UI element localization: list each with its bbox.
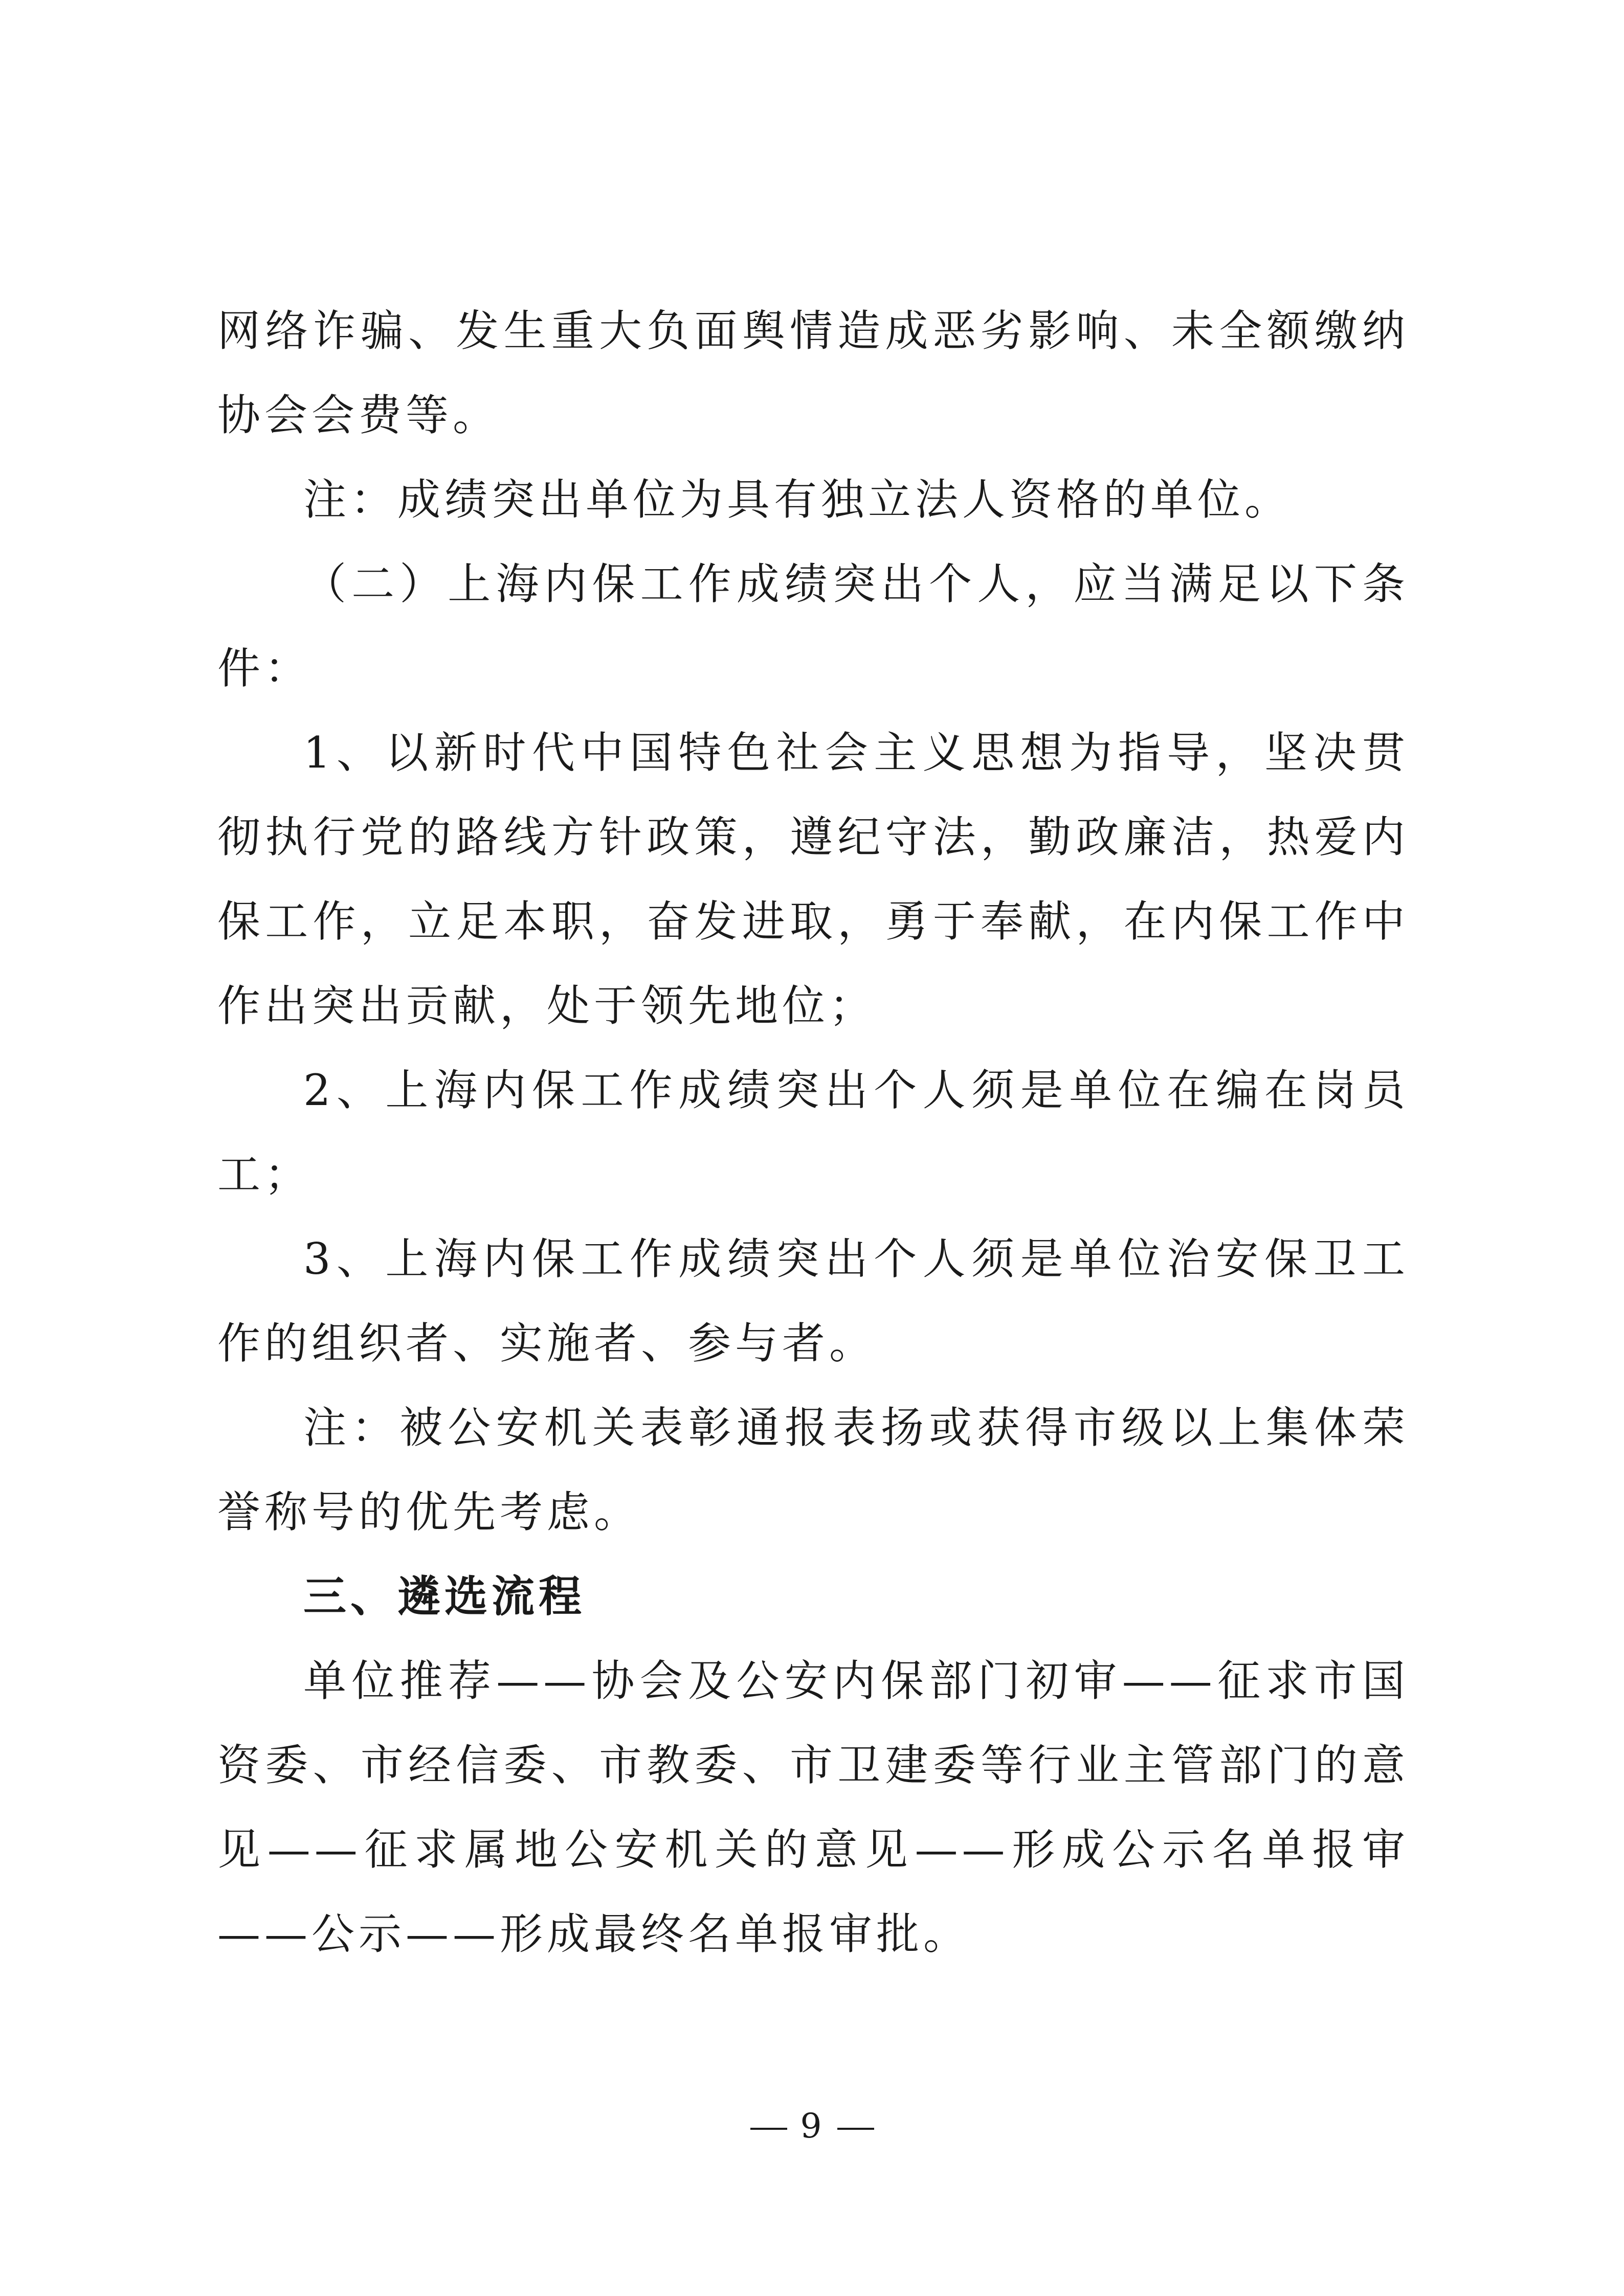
unit-note: 注：成绩突出单位为具有独立法人资格的单位。 <box>303 475 1292 525</box>
selection-process-text: 单位推荐——协会及公安内保部门初审——征求市国资委、市经信委、市教委、市卫建委等行业主管部门的意见——征求属地公安机关的意见——形成公示名单报审——公示——形成最终名单报审批。 <box>217 1656 1409 1959</box>
criteria-item-1: 1、以新时代中国特色社会主义思想为指导，坚决贯彻执行党的路线方针政策，遵纪守法，勤政廉洁，热爱内保工作，立足本职，奋发进取，勇于奉献，在内保工作中作出突出贡献，处于领先地位； <box>217 728 1409 1031</box>
section-heading-selection-process: 三、遴选流程 <box>303 1571 586 1622</box>
page-number <box>0 2106 1624 2147</box>
paragraph-fraud-continuation: 网络诈骗、发生重大负面舆情造成恶劣影响、未全额缴纳协会会费等。 <box>217 306 1409 440</box>
document-body <box>217 289 1409 1976</box>
criteria-item-3: 3、上海内保工作成绩突出个人须是单位治安保卫工作的组织者、实施者、参与者。 <box>217 1234 1409 1368</box>
individual-criteria-heading: （二）上海内保工作成绩突出个人，应当满足以下条件： <box>217 559 1409 693</box>
page-number-value: 9 <box>800 2106 824 2146</box>
individual-note: 注：被公安机关表彰通报表扬或获得市级以上集体荣誉称号的优先考虑。 <box>217 1403 1409 1537</box>
page-number-right-dash <box>837 2128 874 2130</box>
criteria-item-2: 2、上海内保工作成绩突出个人须是单位在编在岗员工； <box>217 1065 1409 1200</box>
page-number-left-dash <box>750 2128 787 2130</box>
